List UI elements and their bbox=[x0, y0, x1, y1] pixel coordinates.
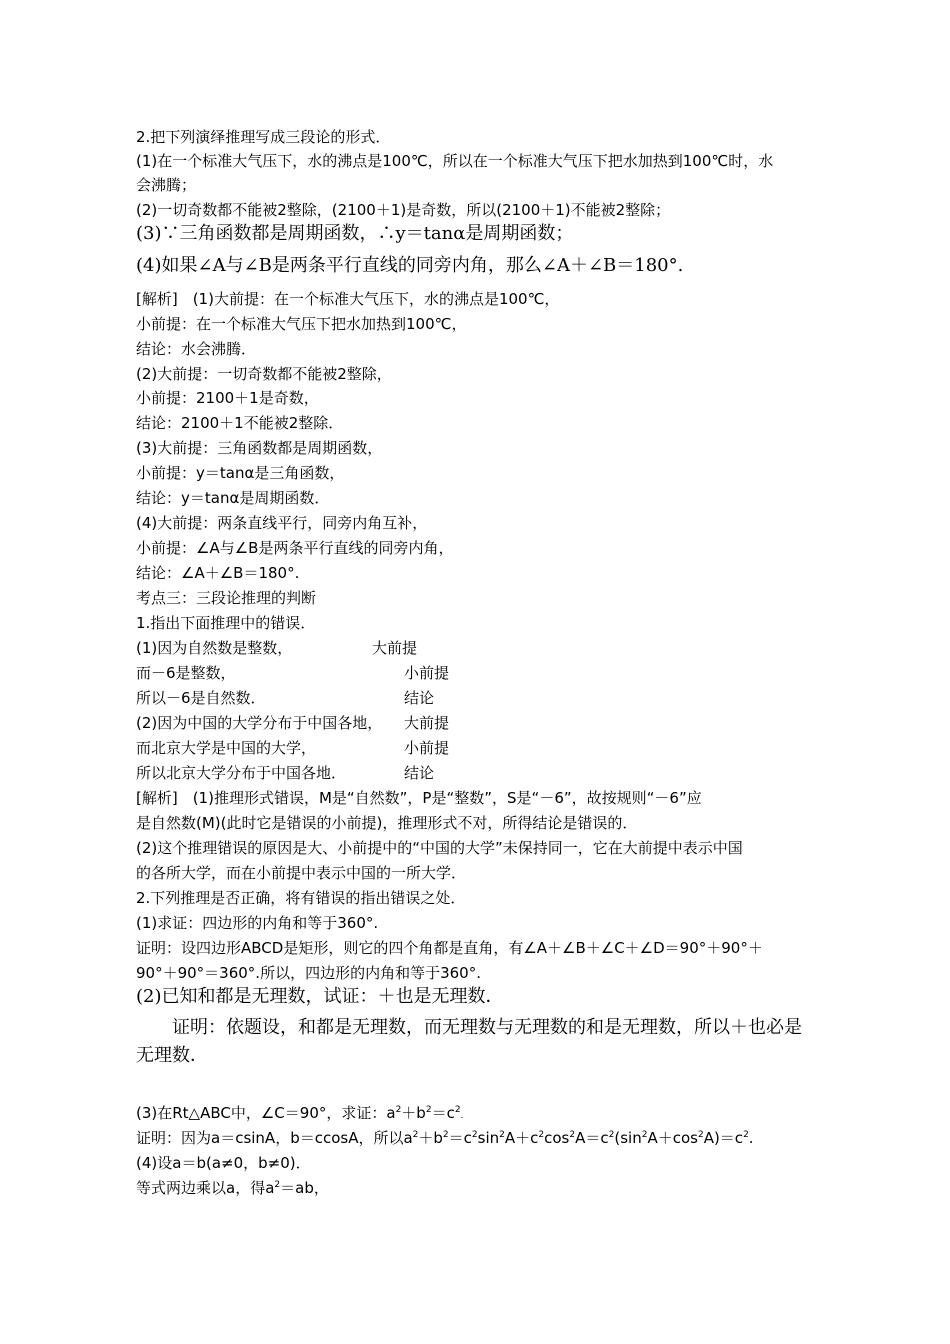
analysis-2-line-1: (2)这个推理错误的原因是大、小前提中的“中国的大学”未保持同一，它在大前提中表示中国 bbox=[136, 839, 743, 857]
solution-3-conclusion: 结论：y＝tanα是周期函数． bbox=[136, 489, 330, 507]
syllogism-1-major-text: (1)因为自然数是整数， bbox=[136, 639, 293, 657]
solution-2-major: (2)大前提：一切奇数都不能被2整除， bbox=[136, 365, 392, 383]
solution-2-minor: 小前提：2100＋1是奇数， bbox=[136, 389, 319, 407]
solution-1-minor: 小前提：在一个标准大气压下把水加热到100℃， bbox=[136, 315, 467, 333]
proof-2-line-1: 证明：依题设，和都是无理数，而无理数与无理数的和是无理数，所以＋也必是 bbox=[172, 1017, 802, 1038]
exercise-2-item-1-line-1: (1)在一个标准大气压下，水的沸点是100℃，所以在一个标准大气压下把水加热到100℃时，水 bbox=[136, 152, 774, 170]
proof-1-line-1: 证明：设四边形ABCD是矩形，则它的四个角都是直角，有∠A＋∠B＋∠C＋∠D＝90°＋90°＋ bbox=[136, 939, 763, 957]
solution-4-major: (4)大前提：两条直线平行，同旁内角互补， bbox=[136, 514, 428, 532]
syllogism-1-conclusion-text: 所以－6是自然数． bbox=[136, 689, 266, 707]
exercise-2-heading: 2.把下列演绎推理写成三段论的形式． bbox=[136, 128, 391, 146]
syllogism-2-minor-text: 而北京大学是中国的大学， bbox=[136, 739, 317, 757]
analysis-1-line-2: 是自然数(M)(此时它是错误的小前提)，推理形式不对，所得结论是错误的． bbox=[136, 814, 638, 832]
exercise-2b-heading: 2.下列推理是否正确，将有错误的指出错误之处． bbox=[136, 889, 466, 907]
syllogism-1-minor-label: 小前提 bbox=[404, 664, 450, 682]
solution-4-minor: 小前提：∠A与∠B是两条平行直线的同旁内角， bbox=[136, 539, 454, 557]
syllogism-2-minor-label: 小前提 bbox=[404, 739, 450, 757]
exercise-2-item-3: (3)∵三角函数都是周期函数，∴y＝tanα是周期函数； bbox=[136, 223, 574, 244]
solution-4-conclusion: 结论：∠A＋∠B＝180°. bbox=[136, 564, 300, 582]
analysis-2-line-2: 的各所大学，而在小前提中表示中国的一所大学． bbox=[136, 864, 467, 882]
proof-1-line-2: 90°＋90°＝360°.所以，四边形的内角和等于360°. bbox=[136, 964, 481, 982]
exercise-2-item-4: (4)如果∠A与∠B是两条平行直线的同旁内角，那么∠A＋∠B＝180°. bbox=[136, 255, 684, 276]
exercise-2-item-1-line-2: 会沸腾； bbox=[136, 176, 197, 194]
proof-4-line-1: 等式两边乘以a，得$a^2=ab$， bbox=[136, 1179, 329, 1197]
solution-1-major: [解析] (1)大前提：在一个标准大气压下，水的沸点是100℃， bbox=[136, 290, 560, 308]
solution-1-conclusion: 结论：水会沸腾． bbox=[136, 340, 257, 358]
solution-3-minor: 小前提：y＝tanα是三角函数， bbox=[136, 464, 345, 482]
proof-2-line-2: 无理数． bbox=[136, 1045, 208, 1066]
section-3-heading: 考点三：三段论推理的判断 bbox=[136, 589, 317, 607]
exercise-1-heading: 1.指出下面推理中的错误． bbox=[136, 614, 316, 632]
proof-3-claim: (3)在Rt△ABC中，∠C＝90°，求证：$a^2+b^2=c^2$. bbox=[136, 1104, 464, 1122]
syllogism-1-conclusion-label: 结论 bbox=[404, 689, 435, 707]
proof-1-claim: (1)求证：四边形的内角和等于360°. bbox=[136, 914, 379, 932]
proof-4-claim: (4)设a＝b(a≠0，b≠0)． bbox=[136, 1154, 311, 1172]
syllogism-2-conclusion-label: 结论 bbox=[404, 764, 435, 782]
syllogism-2-major-text: (2)因为中国的大学分布于中国各地， bbox=[136, 714, 383, 732]
syllogism-2-conclusion-text: 所以北京大学分布于中国各地． bbox=[136, 764, 347, 782]
solution-3-major: (3)大前提：三角函数都是周期函数， bbox=[136, 439, 383, 457]
proof-2-claim: (2)已知和都是无理数，试证：＋也是无理数． bbox=[136, 986, 504, 1007]
exercise-2-item-2: (2)一切奇数都不能被2整除，(2100＋1)是奇数，所以(2100＋1)不能被2整除； bbox=[136, 201, 671, 219]
syllogism-1-major-label: 大前提 bbox=[372, 639, 418, 657]
syllogism-1-minor-text: 而－6是整数， bbox=[136, 664, 236, 682]
syllogism-2-major-label: 大前提 bbox=[404, 714, 450, 732]
analysis-1-line-1: [解析] (1)推理形式错误，M是“自然数”，P是“整数”，S是“－6”，故按规则“－6”应 bbox=[136, 789, 702, 807]
solution-2-conclusion: 结论：2100＋1不能被2整除． bbox=[136, 414, 344, 432]
proof-3-line-1: 证明：因为a＝csinA，b＝ccosA，所以$a^2+b^2=c^2\sin^2A+c^2\cos^2A=c^2(\sin^2A+\cos^2A)=c^2$. bbox=[136, 1129, 754, 1147]
